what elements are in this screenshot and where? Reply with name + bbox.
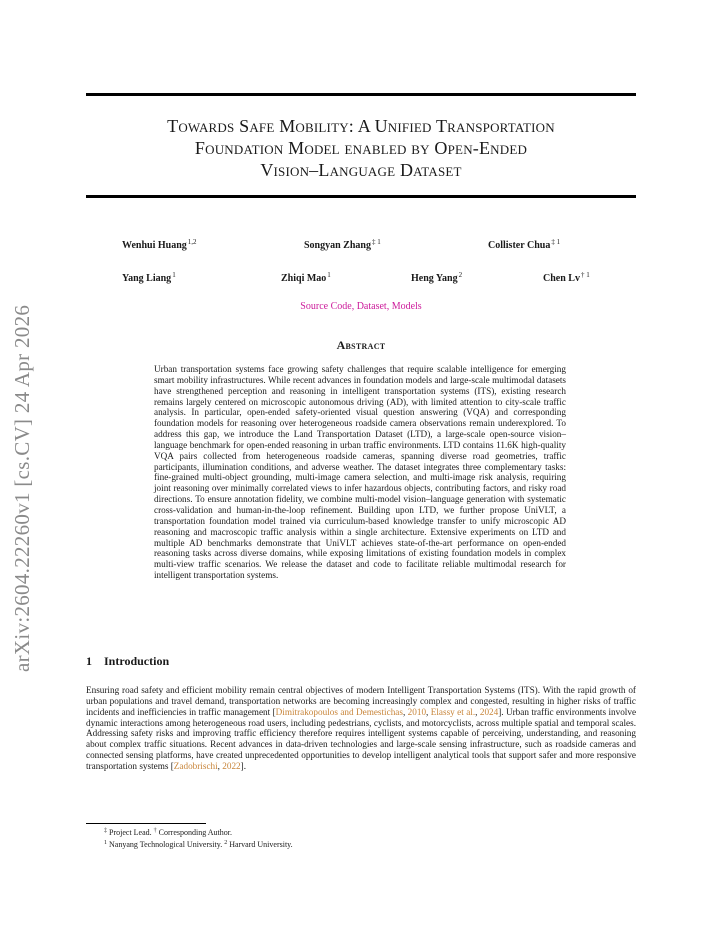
footnote-text: Corresponding Author. [156,828,232,837]
title-line-2: Foundation Model enabled by Open-Ended [194,138,528,158]
author-6 [411,271,462,284]
title-top-rule [86,93,636,96]
author-name: Zhiqi Mao [281,273,327,284]
link-separator: , [386,301,392,312]
citation-zadobrischi-year[interactable]: 2022 [222,760,241,771]
introduction-paragraph [86,685,636,772]
author-affiliation: 1,2 [187,238,197,246]
footnote-text: Harvard University. [227,840,293,849]
author-name: Wenhui Huang [122,240,187,251]
citation-dimitrakopoulos-year[interactable]: 2010 [407,706,427,717]
author-7 [543,271,590,284]
arxiv-identifier-stamp: arXiv:2604.22260v1 [cs.CV] 24 Apr 2026 [10,304,34,672]
footnotes [104,826,293,850]
section-number: 1 [86,654,92,668]
citation-dimitrakopoulos-authors[interactable]: Dimitrakopoulos and Demestichas [275,706,403,717]
source-code-link[interactable]: Source Code [300,301,352,312]
author-name: Heng Yang [411,273,458,284]
author-3 [488,238,560,251]
dataset-link[interactable]: Dataset [356,301,387,312]
author-name: Songyan Zhang [304,240,371,251]
author-affiliation: 1 [327,271,331,279]
author-2 [304,238,381,251]
author-affiliation: ‡ 1 [371,238,381,246]
section-title: Introduction [104,654,170,668]
link-separator: , [351,301,357,312]
author-affiliation: † 1 [580,271,590,279]
author-affiliation: 1 [172,271,176,279]
footnote-text: Nanyang Technological University. [107,840,225,849]
footnote-roles [104,826,293,838]
author-affiliation: ‡ 1 [551,238,561,246]
footnote-mark: 2 [224,840,228,846]
models-link[interactable]: Models [391,301,422,312]
citation-join: , [426,706,431,717]
intro-text-part-2: ]. Urban traffic environments involve dynamic interactions among heterogeneous road users, including pedestrians, cyclists, and motorcyclists, across multiple spatial and temporal scales. Addressing safety risks and improving traffic efficiency therefore requires intelligent systems capable of perceiving, understanding, and reasoning about complex traffic situations. Recent advances in data-driven technologies and large-scale sensing infrastructure, such as roadside cameras and connected sensing platforms, have created unprecedented opportunities to develop intelligent analytical tools that support safer and more responsive transportation systems [ [86,706,637,771]
resource-links [86,301,636,312]
footnote-rule [86,823,206,824]
title-line-3: Vision–Language Dataset [260,160,462,180]
author-4 [122,271,176,284]
footnote-mark: ‡ [104,828,107,834]
footnote-mark: 1 [104,840,107,846]
author-1 [122,238,197,251]
paper-title [86,115,636,181]
author-name: Yang Liang [122,273,172,284]
title-line-1: Towards Safe Mobility: A Unified Transportation [167,116,555,136]
author-name: Collister Chua [488,240,551,251]
citation-elassy-authors[interactable]: Elassy et al. [430,706,476,717]
footnote-affiliations [104,838,293,850]
abstract-text: Urban transportation systems face growing safety challenges that require scalable intelligence for emerging smart mobility infrastructures. While recent advances in foundation models and large-scale multimodal datasets have strengthened perception and reasoning in intelligent transportation systems (ITS), existing research remains largely centered on microscopic autonomous driving (AD), with limited attention to city-scale traffic analysis. In particular, open-ended safety-oriented visual question answering (VQA) and corresponding foundation models for reasoning over heterogeneous roadside camera observations remain underexplored. To address this gap, we introduce the Land Transportation Dataset (LTD), a large-scale open-source vision–language benchmark for open-ended reasoning in urban traffic environments. LTD contains 11.6K high-quality VQA pairs collected from heterogeneous roadside cameras, spanning diverse road geometries, traffic participants, illumination conditions, and adverse weather. The dataset integrates three complementary tasks: fine-grained multi-object grounding, multi-image camera selection, and multi-image risk analysis, requiring joint reasoning over minimally correlated views to infer hazardous objects, contributing factors, and risky road directions. To ensure annotation fidelity, we combine multi-model vision–language generation with systematic cross-validation and human-in-the-loop refinement. Building upon LTD, we further propose UniVLT, a transportation foundation model trained via curriculum-based knowledge transfer to unify microscopic AD reasoning and macroscopic traffic analysis within a single architecture. Extensive experiments on LTD and multiple AD benchmarks demonstrate that UniVLT achieves state-of-the-art performance on open-ended reasoning tasks across diverse domains, while exposing limitations of existing foundation models in complex multi-view traffic scenarios. We release the dataset and code to facilitate reliable multimodal research for intelligent transportation systems. [154,364,566,581]
author-affiliation: 2 [458,271,463,279]
abstract-heading: Abstract [336,338,386,352]
intro-text-part-3: ]. [240,760,246,771]
author-5 [281,271,331,284]
intro-text-part-1: Ensuring road safety and efficient mobility remain central objectives of modern Intelligent Transportation Systems (ITS). With the rapid growth of urban populations and travel demand, transportation networks are becoming increasingly complex and congested, resulting in higher risks of traffic incidents and inefficiencies in traffic management [ [86,685,636,717]
footnote-text: Project Lead. [107,828,154,837]
citation-zadobrischi-authors[interactable]: Zadobrischi [173,760,218,771]
title-bottom-rule [86,195,636,198]
citation-elassy-year[interactable]: 2024 [479,706,499,717]
author-name: Chen Lv [543,273,580,284]
footnote-mark: † [153,828,157,834]
citation-separator: , [217,760,223,771]
citation-separator: , [475,706,480,717]
section-heading-introduction [86,654,169,669]
citation-separator: , [402,706,408,717]
